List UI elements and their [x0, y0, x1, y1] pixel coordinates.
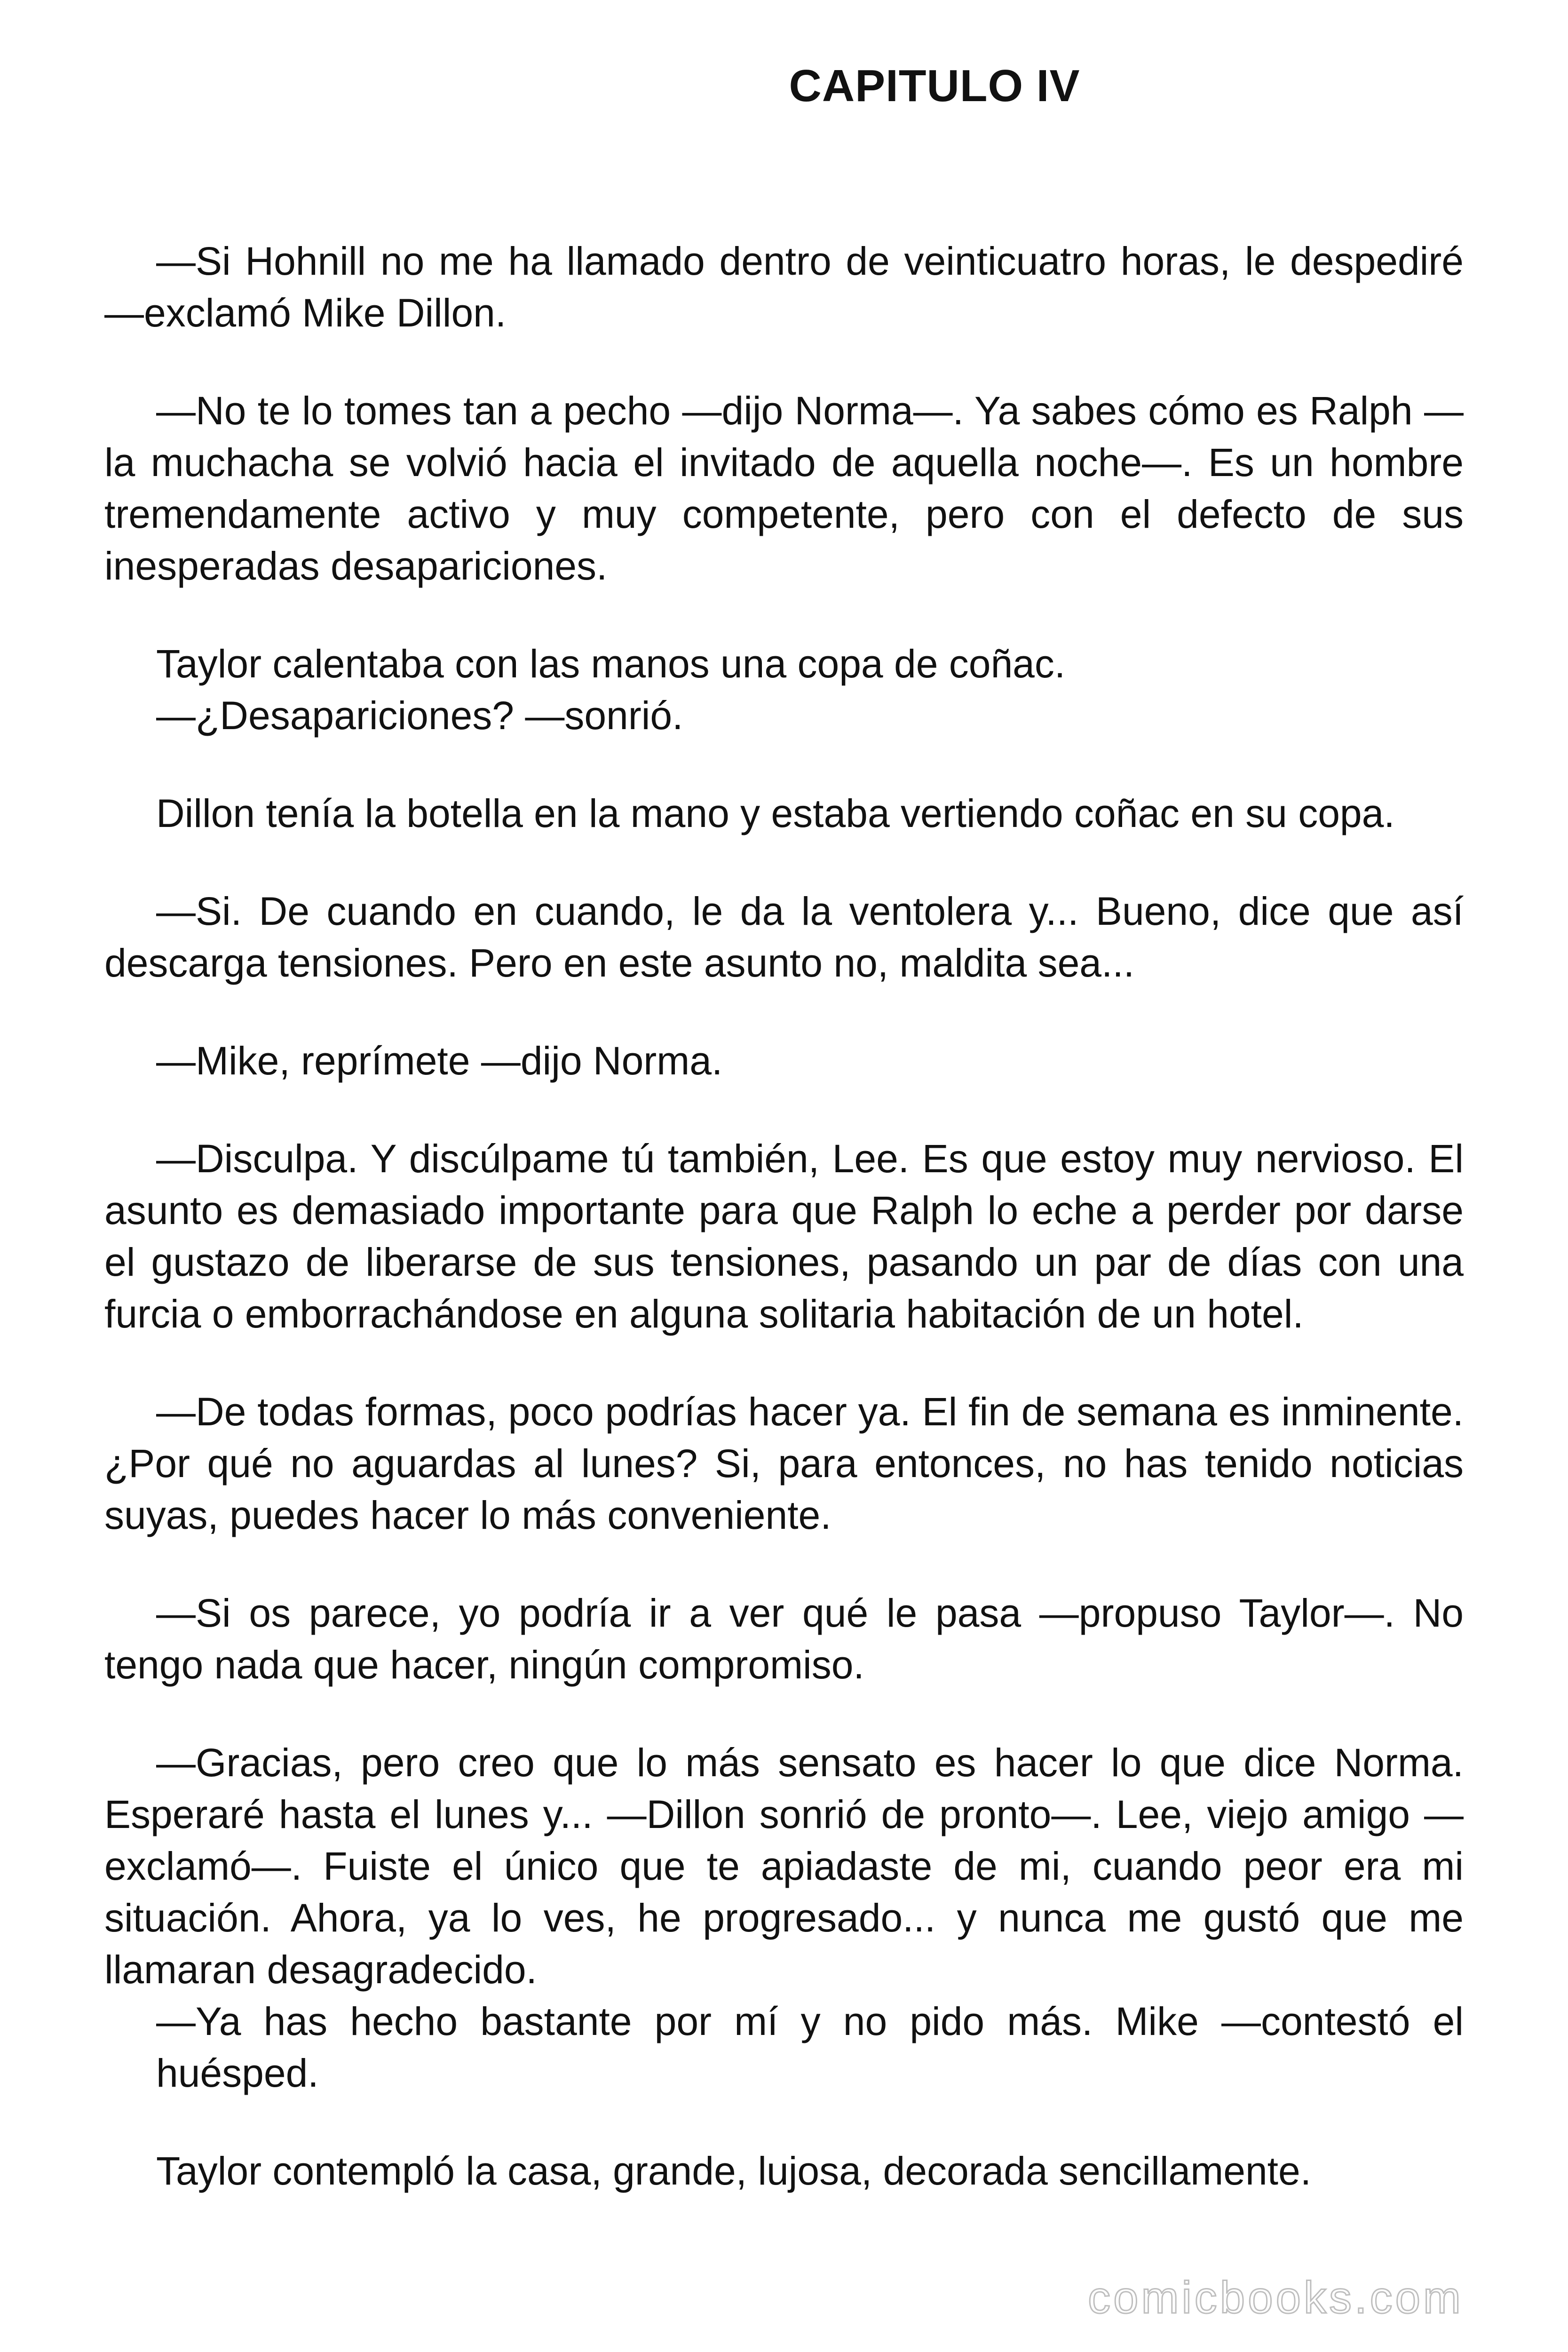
paragraph-3: Taylor calentaba con las manos una copa de coñac.	[156, 642, 1066, 686]
paragraph-6: —Si. De cuando en cuando, le da la ventolera y... Bueno, dice que así descarga tensiones. Pero en este asunto no, maldita sea...	[104, 889, 1464, 985]
paragraph-8: —Disculpa. Y discúlpame tú también, Lee. Es que estoy muy nervioso. El asunto es demasiado importante para que Ralph lo eche a perder por darse el gustazo de liberarse de sus tensiones, pasando un par de días con una furcia o emborrachándose en alguna solitaria habitación de un hotel.	[104, 1136, 1464, 1336]
paragraph-9: —De todas formas, poco podrías hacer ya. El fin de semana es inminente. ¿Por qué no aguardas al lunes? Si, para entonces, no has tenido noticias suyas, puedes hacer lo más conveniente.	[104, 1390, 1464, 1537]
watermark: comicbooks.com	[1088, 2273, 1464, 2323]
paragraph-2: —No te lo tomes tan a pecho —dijo Norma—. Ya sabes cómo es Ralph —la muchacha se volvió hacia el invitado de aquella noche—. Es un hombre tremendamente activo y muy competente, pero con el defecto de sus inesperadas desapariciones.	[104, 389, 1464, 588]
paragraph-13: Taylor contempló la casa, grande, lujosa, decorada sencillamente.	[156, 2149, 1312, 2193]
paragraph-7: —Mike, reprímete —dijo Norma.	[156, 1039, 723, 1083]
paragraph-12: —Ya has hecho bastante por mí y no pido más. Mike —contestó el huésped.	[156, 1999, 1464, 2095]
paragraph-5: Dillon tenía la botella en la mano y estaba vertiendo coñac en su copa.	[156, 791, 1395, 835]
paragraph-10: —Si os parece, yo podría ir a ver qué le pasa —propuso Taylor—. No tengo nada que hacer, ningún compromiso.	[104, 1591, 1464, 1687]
chapter-title: CAPITULO IV	[789, 61, 1080, 111]
paragraph-1: —Si Hohnill no me ha llamado dentro de veinticuatro horas, le despediré —exclamó Mike Dillon.	[104, 239, 1464, 335]
body-text	[104, 235, 1464, 2197]
paragraph-11: —Gracias, pero creo que lo más sensato es hacer lo que dice Norma. Esperaré hasta el lunes y... —Dillon sonrió de pronto—. Lee, viejo amigo —exclamó—. Fuiste el único que te apiadaste de mi, cuando peor era mi situación. Ahora, ya lo ves, he progresado... y nunca me gustó que me llamaran desagradecido.	[104, 1740, 1464, 1992]
paragraph-4: —¿Desapariciones? —sonrió.	[156, 693, 683, 738]
